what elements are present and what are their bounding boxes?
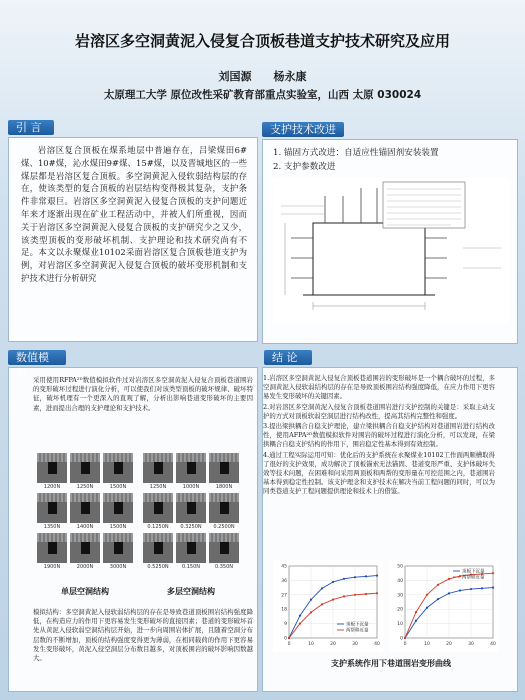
sim-label: 2000N (76, 564, 94, 570)
x-tick-label: 20 (446, 642, 452, 647)
numerical-heading: 数值模 (8, 350, 66, 365)
y-tick-label: 0 (284, 636, 287, 642)
data-point (310, 611, 312, 613)
y-tick-label: 0 (400, 636, 403, 642)
sim-caption-single: 单层空洞结构 (61, 587, 109, 596)
sim-label: 1900N (43, 564, 61, 570)
sim-label: 0.3250N (180, 524, 202, 530)
data-point (321, 587, 323, 589)
sim-label: 3000N (109, 564, 127, 570)
data-point (354, 594, 356, 596)
numerical-summary: 模拟结构：多空洞黄泥入侵软弱结构层的存在是导致巷道顶板围岩结构强度降低，在构造应力的作用下更容易发生变形破坏的直接因素；巷道的变形破坏首先从黄泥入侵软弱空洞结构层开始，进一步向周围岩体扩展，且随着空洞分布层数的不断增加，顶板的结构强度变得更为薄弱，在相同载荷的作用下更容易发生变形破坏，黄泥入侵空洞层分布数目越多，对顶板围岩的破坏影响因数越大。 (33, 608, 253, 663)
sim-image (209, 493, 239, 523)
data-point (492, 572, 494, 574)
data-point (310, 599, 312, 601)
y-tick-label: 50 (397, 564, 403, 570)
support-heading: 支护技术改进 (262, 122, 344, 137)
sim-label: 1400N (76, 524, 94, 530)
x-tick-label: 40 (490, 642, 496, 647)
sim-grid-single (37, 453, 133, 571)
sim-label: 1350N (43, 524, 61, 530)
sim-grid-multi (143, 453, 239, 571)
data-point (415, 611, 417, 613)
y-tick-label: 18 (281, 607, 287, 613)
data-point (365, 575, 367, 577)
data-point (288, 637, 290, 639)
data-point (376, 592, 378, 594)
data-point (343, 595, 345, 597)
data-point (376, 575, 378, 577)
support-item-2: 2. 支护参数改进 (273, 162, 336, 172)
y-tick-label: 27 (281, 593, 287, 599)
data-point (321, 603, 323, 605)
data-point (492, 587, 494, 589)
sim-label: 1500N (109, 484, 127, 490)
intro-panel (8, 137, 258, 342)
sim-image (37, 493, 67, 523)
sim-image (103, 453, 133, 483)
sim-label: 1000N (182, 484, 200, 490)
sim-label: 1250N (76, 484, 94, 490)
sim-image (176, 453, 206, 483)
data-point (404, 637, 406, 639)
data-point (437, 598, 439, 600)
sim-label: 0.2500N (213, 524, 235, 530)
data-point (332, 599, 334, 601)
deformation-chart-left (273, 560, 383, 652)
data-point (448, 592, 450, 594)
sim-image (176, 533, 206, 563)
data-point (459, 589, 461, 591)
numerical-intro: 采用使用RFPA²ᴰ数值模拟软件过对岩溶区多空洞黄泥入侵复合顶板巷道围岩的变形破坏过程进行演化分析，可以使我们对该类型顶板的破坏规律、破坏特征，破坏机理有一个更深入的直观了解，分析出影响巷道变形破坏的主要因素，进而提出合理的支护理论和支护技术。 (33, 376, 253, 412)
sim-image (143, 453, 173, 483)
sim-image (103, 533, 133, 563)
sim-label: 0.5250N (147, 564, 169, 570)
x-tick-label: 0 (287, 642, 291, 647)
y-tick-label: 45 (281, 564, 287, 570)
conclusion-item: 4.通过工程实际运用可知：优化后的支护系统在永聚煤业10102工作面两顺槽取得了很好的支护效果，成功解决了顶板锚索无法锚固、巷道变形严重、支护体破坏失效等技术问题，在困难和问采用两顶板和两帮的变形量在可控范围之内，巷道围岩基本得到稳定性控制。该支护理念和支护技术在解决当前工程问题的同时，可以为同类巷道支护工程问题提供理论和技术上的借鉴。 (263, 450, 495, 496)
data-point (299, 623, 301, 625)
authors: 刘国源 杨永康 (218, 70, 307, 83)
deformation-chart-right (389, 560, 499, 652)
y-tick-label: 20 (397, 607, 403, 613)
data-point (343, 578, 345, 580)
x-tick-label: 20 (330, 642, 336, 647)
x-tick-label: 40 (374, 642, 380, 647)
conclusion-heading: 结 论 (264, 350, 312, 365)
conclusion-item: 2.对岩溶区多空洞黄泥入侵复合顶板巷道围岩进行支护控制的关键是：采取主动支护的方式对顶板软弱空洞层进行结构改性，提高其结构完整性和强度。 (263, 402, 495, 420)
affiliation: 太原理工大学 原位改性采矿教育部重点实验室，山西 太原 030024 (103, 89, 422, 101)
data-point (470, 588, 472, 590)
sim-image (176, 493, 206, 523)
poster-title: 岩溶区多空洞黄泥入侵复合顶板巷道支护技术研究及应用 (74, 32, 450, 50)
y-tick-label: 36 (281, 578, 287, 584)
y-tick-label: 9 (284, 622, 287, 628)
x-tick-label: 30 (352, 642, 358, 647)
sim-image (37, 453, 67, 483)
sim-label: 1250N (149, 484, 167, 490)
x-tick-label: 30 (468, 642, 474, 647)
x-tick-label: 10 (308, 642, 314, 647)
sim-label: 0.150N (181, 564, 201, 570)
sim-label: 1800N (215, 484, 233, 490)
data-point (448, 578, 450, 580)
sim-image (70, 533, 100, 563)
legend-label: 顶板下沉量 (462, 569, 485, 575)
y-tick-label: 10 (397, 622, 403, 628)
sim-label: 1500N (109, 524, 127, 530)
data-point (299, 615, 301, 617)
support-item-1: 1. 锚固方式改进：自适应性锚固剂安装装置 (273, 148, 439, 158)
numerical-panel (8, 367, 258, 692)
sim-image (209, 453, 239, 483)
sim-image (70, 453, 100, 483)
conclusion-item: 1.岩溶区多空洞黄泥入侵复合顶板巷道围岩的变形破坏是一个耦合破坏的过程，多空洞黄泥入侵软弱结构层的存在是导致顶板围岩结构强度降低，在应力作用下更容易发生变形破坏的关键因素。 (263, 374, 495, 401)
data-point (415, 620, 417, 622)
y-tick-label: 30 (397, 593, 403, 599)
x-tick-label: 10 (424, 642, 430, 647)
intro-text: 岩溶区复合顶板在煤系地层中普遍存在，吕梁煤田6#煤、10#煤，沁水煤田9#煤、15#煤，以及晋城地区的一些煤层都是岩溶区复合顶板。多空洞黄泥入侵软弱结构层的存在，使该类型的复合顶板的岩层结构变得极其复杂，支护条件非常艰巨。岩溶区多空洞黄泥入侵复合顶板的支护问题近年来才逐渐出现在矿业工程活动中，并被人们所重视，因而关于岩溶区多空洞黄泥入侵复合顶板的支护研究少之又少，该类型顶板的变形破坏机制、支护理论和技术研究尚有不足。本文以永聚煤业10102采面岩溶区复合顶板巷道支护为例，对岩溶区多空洞黄泥入侵复合顶板的破坏变形机制和支护技术进行分析研究 (21, 145, 247, 283)
x-tick-label: 0 (403, 642, 407, 647)
y-tick-label: 40 (397, 578, 403, 584)
conclusion-list (263, 374, 495, 497)
conclusion-panel (262, 367, 518, 692)
sim-image (103, 493, 133, 523)
sim-image (143, 493, 173, 523)
data-point (437, 584, 439, 586)
sim-label: 0.1250N (147, 524, 169, 530)
sim-image (209, 533, 239, 563)
legend-label: 两帮移近量 (462, 575, 485, 581)
support-diagram (273, 178, 509, 323)
sim-caption-multi: 多层空洞结构 (167, 587, 215, 596)
sim-image (143, 533, 173, 563)
support-panel (262, 139, 518, 344)
sim-image (37, 533, 67, 563)
data-point (426, 607, 428, 609)
data-point (365, 593, 367, 595)
legend-label: 两帮移近量 (346, 628, 369, 634)
sim-label: 0.350N (214, 564, 234, 570)
sim-label: 1200N (43, 484, 61, 490)
data-point (332, 581, 334, 583)
conclusion-item: 3.提出梁拱耦合自稳支护理论，建立梁拱耦合自稳支护结构对巷道围岩进行结构改性，使用AFPA²ᴰ数值模拟软件对围岩的破坏过程进行演化分析，可以发现，在梁拱耦合自稳支护结构的作用下，围岩稳定性基本得到有效控制。 (263, 422, 495, 449)
data-point (481, 587, 483, 589)
legend-label: 顶板下沉量 (346, 622, 369, 628)
intro-heading: 引 言 (8, 120, 54, 135)
data-point (426, 594, 428, 596)
data-point (354, 576, 356, 578)
chart-caption: 支护系统作用下巷道围岩变形曲线 (331, 659, 451, 668)
sim-image (70, 493, 100, 523)
